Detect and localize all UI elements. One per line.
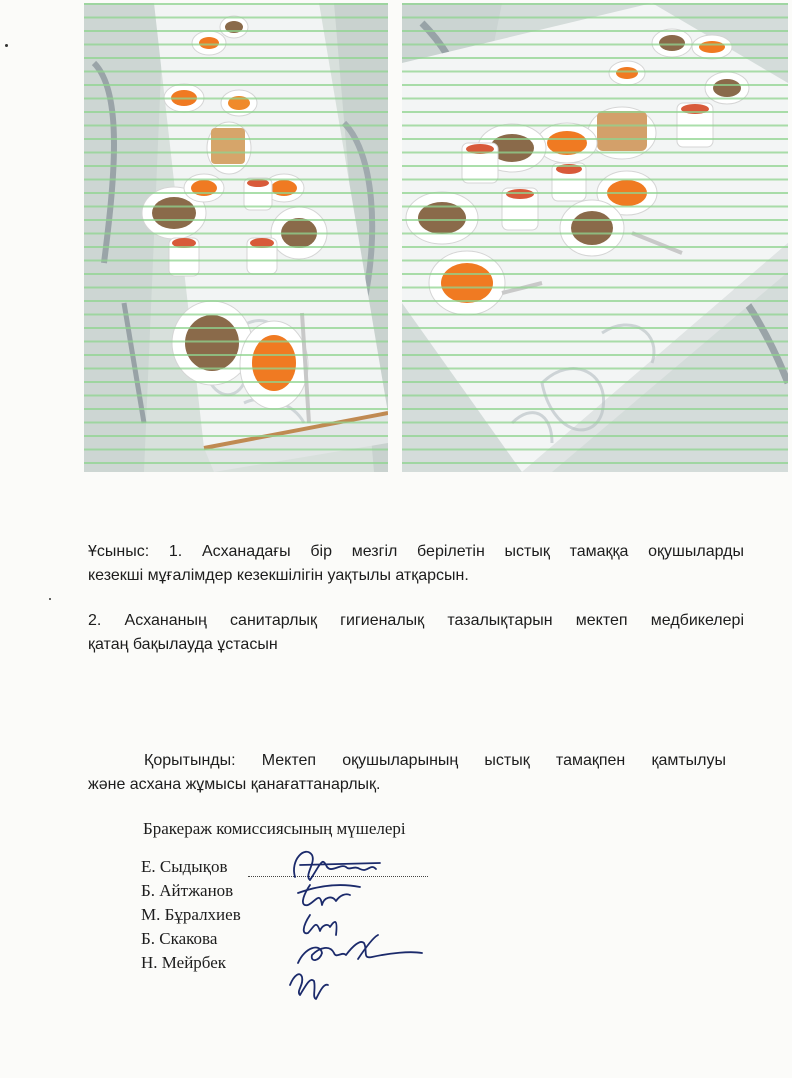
canteen-table-photo-right xyxy=(402,3,788,472)
commission-title: Бракераж комиссиясының мүшелері xyxy=(143,819,406,838)
recommendation-item2-line1: 2. Асхананың санитарлық гигиеналық тазалықтарын мектеп медбикелері xyxy=(88,612,744,629)
recommendation-item2-block xyxy=(88,609,744,657)
scan-speck xyxy=(5,44,8,47)
member-name: Б. Скакова xyxy=(141,929,218,948)
commission-member-list xyxy=(141,855,241,975)
member-name: Б. Айтжанов xyxy=(141,881,234,900)
recommendation-item1-line1: Ұсыныс: 1. Асханадағы бір мезгіл берілетін ыстық тамаққа оқушыларды xyxy=(88,543,744,560)
canteen-table-photo-left xyxy=(84,3,388,472)
member-name: Н. Мейрбек xyxy=(141,953,227,972)
recommendation-block xyxy=(88,540,744,588)
scan-speck xyxy=(49,598,51,600)
member-name: Е. Сыдықов xyxy=(141,857,228,876)
member-name: М. Бұралхиев xyxy=(141,905,241,924)
recommendation-item2-line2: қатаң бақылауда ұстасын xyxy=(88,636,278,653)
conclusion-line1: Қорытынды: Мектеп оқушыларының ыстық тамақпен қамтылуы xyxy=(144,752,726,769)
conclusion-line2: және асхана жұмысы қанағаттанарлық. xyxy=(88,776,381,793)
handwritten-signatures xyxy=(250,835,430,1010)
recommendation-item1-line2: кезекші мұғалімдер кезекшілігін уақтылы атқарсын. xyxy=(88,567,469,584)
conclusion-block xyxy=(88,749,726,797)
